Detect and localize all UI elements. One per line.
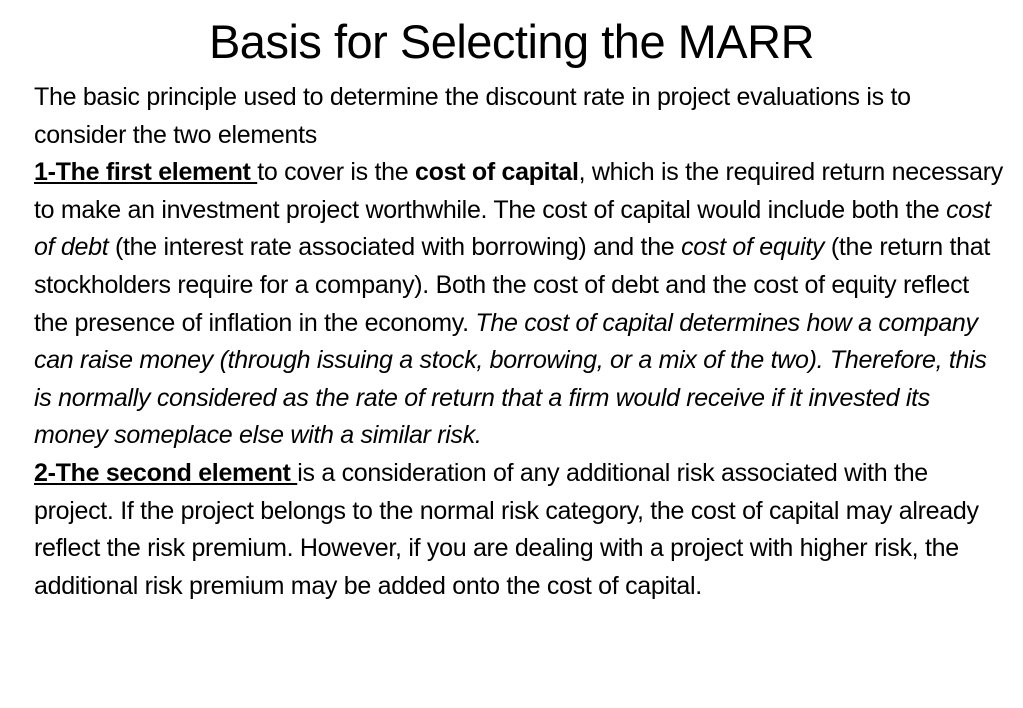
first-element-text-a: to cover is the	[257, 158, 416, 187]
cost-of-equity-term: cost of equity	[681, 233, 825, 262]
first-element-heading: 1-The first element	[34, 158, 258, 187]
first-element-text-c: (the interest rate associated with borrowing) and the	[108, 233, 682, 262]
first-element-text-d: (the return that stockholders require for a company). Both the cost of debt and the cost of equity reflect the presence of inflation in the economy.	[34, 233, 990, 337]
slide-body	[34, 79, 1009, 605]
first-element-paragraph	[34, 154, 1009, 455]
second-element-paragraph	[34, 455, 1009, 605]
cost-of-capital-term: cost of capital	[415, 158, 579, 187]
cost-of-debt-term: cost of debt	[34, 195, 991, 262]
slide-title: Basis for Selecting the MARR	[208, 15, 815, 68]
intro-paragraph: The basic principle used to determine the discount rate in project evaluations is to consider the two elements	[34, 83, 911, 149]
second-element-text: is a consideration of any additional risk associated with the project. If the project belongs to the normal risk category, the cost of capital may already reflect the risk premium. However, if you are dealing with a project with higher risk, the additional risk premium may be added onto the cost of capital.	[34, 458, 979, 600]
second-element-heading: 2-The second element	[34, 458, 298, 487]
first-element-text-b: , which is the required return necessary to make an investment project worthwhile. The cost of capital would include both the	[34, 158, 1003, 224]
first-element-italic-conclusion: The cost of capital determines how a company can raise money (through issuing a stock, borrowing, or a mix of the two). Therefore, this is normally considered as the rate of return that a firm would receive if it invested its money someplace else with a similar risk.	[34, 308, 987, 450]
